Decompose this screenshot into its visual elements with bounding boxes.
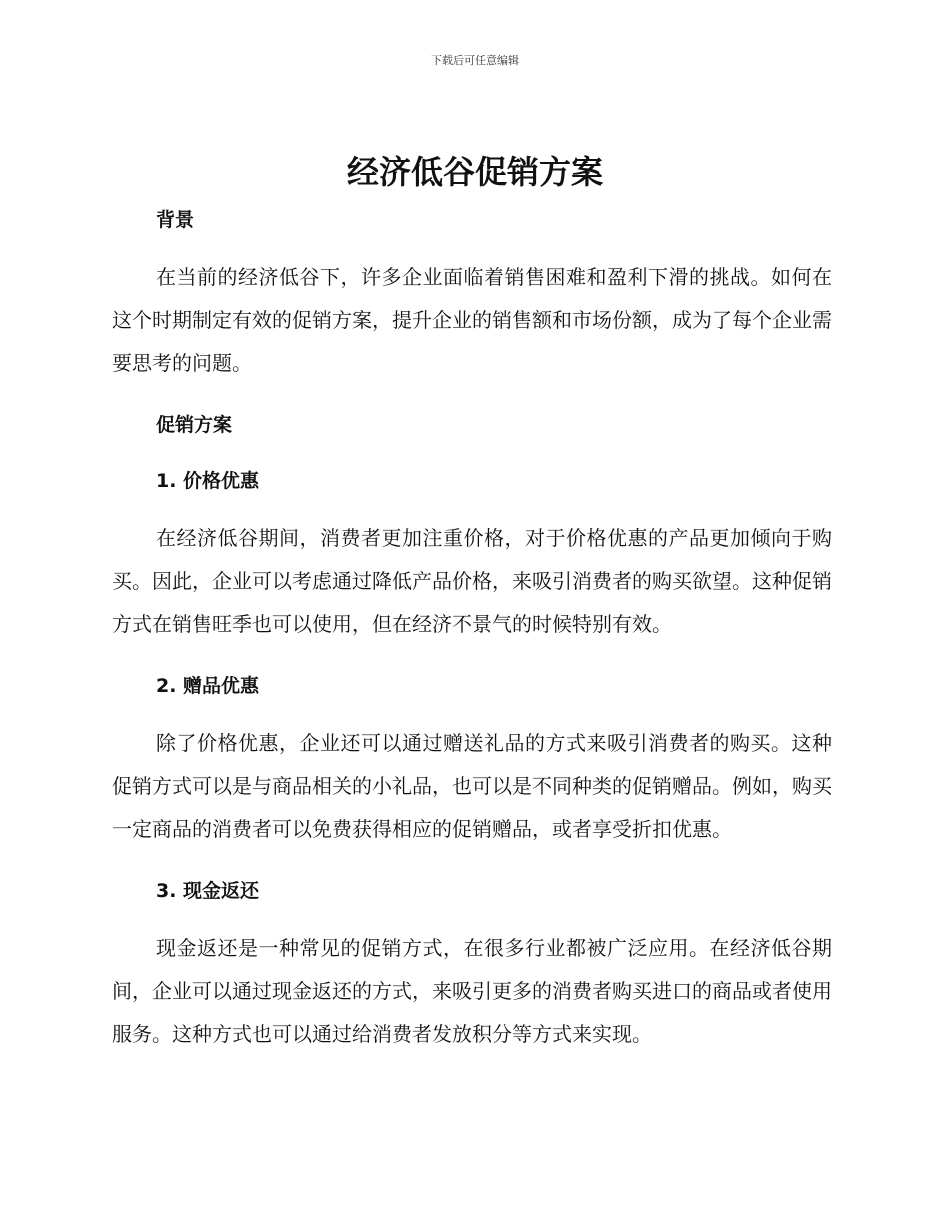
background-paragraph: 在当前的经济低谷下，许多企业面临着销售困难和盈利下滑的挑战。如何在这个时期制定有效的促销方案，提升企业的销售额和市场份额，成为了每个企业需要思考的问题。	[112, 265, 832, 375]
section-heading-cash-back: 3. 现金返还	[156, 880, 260, 902]
plan-heading: 促销方案	[156, 414, 233, 436]
section-paragraph-cash-back: 现金返还是一种常见的促销方式，在很多行业都被广泛应用。在经济低谷期间，企业可以通过现金返还的方式，来吸引更多的消费者购买进口的商品或者使用服务。这种方式也可以通过给消费者发放积分等方式来实现。	[112, 936, 832, 1046]
section-heading-price-discount: 1. 价格优惠	[156, 470, 260, 492]
document-title: 经济低谷促销方案	[346, 153, 603, 191]
section-heading-gift-offer: 2. 赠品优惠	[156, 675, 260, 697]
background-heading: 背景	[156, 209, 195, 231]
section-paragraph-gift-offer: 除了价格优惠，企业还可以通过赠送礼品的方式来吸引消费者的购买。这种促销方式可以是与商品相关的小礼品，也可以是不同种类的促销赠品。例如，购买一定商品的消费者可以免费获得相应的促销赠品，或者享受折扣优惠。	[112, 731, 832, 841]
section-paragraph-price-discount: 在经济低谷期间，消费者更加注重价格，对于价格优惠的产品更加倾向于购买。因此，企业可以考虑通过降低产品价格，来吸引消费者的购买欲望。这种促销方式在销售旺季也可以使用，但在经济不景气的时候特别有效。	[112, 526, 832, 636]
page-header-note: 下载后可任意编辑	[431, 54, 519, 67]
document-body	[112, 204, 832, 1056]
